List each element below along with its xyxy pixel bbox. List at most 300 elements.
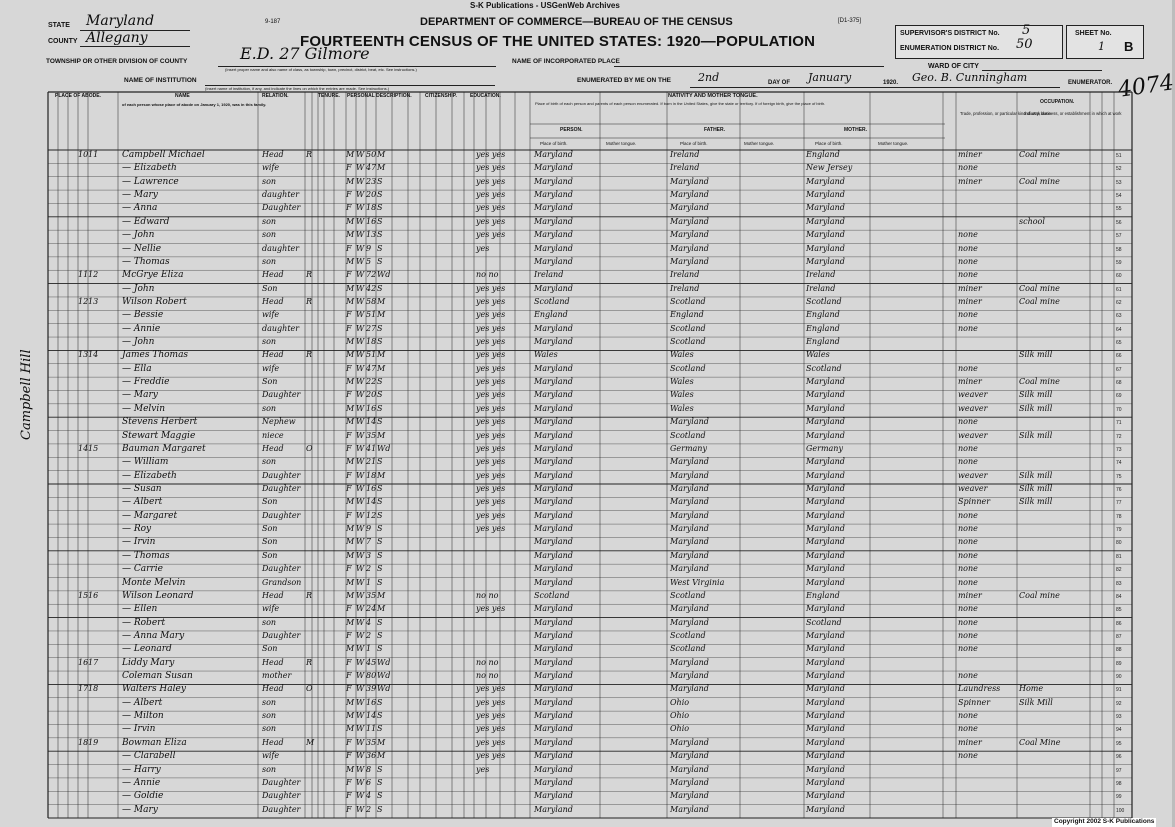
marital-status: M bbox=[377, 604, 386, 614]
father-birthplace: Maryland bbox=[670, 417, 709, 427]
group-citizenship: CITIZENSHIP. bbox=[425, 93, 457, 99]
mother-birthplace: England bbox=[806, 323, 840, 333]
relation: Grandson bbox=[262, 577, 302, 587]
race: W bbox=[356, 737, 365, 747]
line-number: 84 bbox=[1116, 593, 1122, 600]
mother-birthplace: Maryland bbox=[806, 657, 845, 667]
sex: M bbox=[346, 644, 355, 654]
person-name: — Freddie bbox=[122, 377, 170, 388]
group-occupation: OCCUPATION. bbox=[1040, 99, 1075, 105]
industry: Coal mine bbox=[1019, 296, 1060, 306]
relation: Son bbox=[262, 283, 278, 293]
occupation: miner bbox=[958, 283, 982, 293]
line-number: 91 bbox=[1116, 687, 1122, 694]
sex: M bbox=[346, 497, 355, 507]
occupation: weaver bbox=[958, 403, 988, 413]
mother-birthplace: Maryland bbox=[806, 604, 845, 614]
age: 14 bbox=[366, 711, 377, 721]
sheet-no-value: 1 bbox=[1098, 40, 1105, 53]
father-birthplace: Maryland bbox=[670, 484, 709, 493]
father-birthplace: Ireland bbox=[670, 283, 700, 293]
age: 51 bbox=[366, 350, 377, 360]
mother-birthplace: Maryland bbox=[806, 510, 845, 520]
sex: F bbox=[346, 751, 352, 761]
education: yes bbox=[476, 243, 490, 253]
age: 4 bbox=[366, 791, 372, 801]
person-name: — Anna bbox=[122, 203, 158, 214]
father-birthplace: Maryland bbox=[670, 791, 709, 801]
sex: M bbox=[346, 617, 355, 627]
race: W bbox=[356, 216, 365, 226]
group-education: EDUCATION. bbox=[470, 93, 501, 99]
father-birthplace: Maryland bbox=[670, 190, 709, 200]
mother-birthplace: Maryland bbox=[806, 630, 845, 640]
marital-status: S bbox=[377, 176, 383, 186]
occupation: none bbox=[958, 163, 978, 173]
birthplace: Maryland bbox=[534, 203, 573, 213]
mother-birthplace: Maryland bbox=[806, 764, 845, 774]
education: no no bbox=[476, 657, 499, 667]
sex: F bbox=[346, 323, 352, 333]
sex: M bbox=[346, 417, 355, 427]
age: 1 bbox=[366, 577, 372, 587]
father-birthplace: Maryland bbox=[670, 684, 709, 694]
father-birthplace: Wales bbox=[670, 390, 694, 400]
line-number: 61 bbox=[1116, 286, 1122, 293]
relation: Head bbox=[262, 443, 284, 453]
line-number: 93 bbox=[1116, 714, 1122, 721]
age: 18 bbox=[366, 203, 377, 213]
mother-birthplace: Germany bbox=[806, 443, 843, 453]
person-name: — Leonard bbox=[122, 644, 172, 655]
relation: son bbox=[262, 176, 277, 186]
birthplace: Maryland bbox=[534, 644, 573, 654]
mother-birthplace: Maryland bbox=[806, 457, 845, 467]
mother-birthplace: Maryland bbox=[806, 203, 845, 213]
line-number: 52 bbox=[1116, 166, 1122, 173]
father-birthplace: Maryland bbox=[670, 176, 709, 186]
age: 35 bbox=[366, 430, 377, 440]
sex: M bbox=[346, 350, 355, 360]
sex: F bbox=[346, 484, 352, 493]
occupation: weaver bbox=[958, 484, 988, 493]
marital-status: Wd bbox=[377, 443, 391, 453]
mother-birthplace: Maryland bbox=[806, 711, 845, 721]
dwelling-number: 17 bbox=[78, 684, 89, 694]
education: yes yes bbox=[476, 176, 506, 186]
education: yes yes bbox=[476, 430, 506, 440]
marital-status: S bbox=[377, 617, 383, 627]
birthplace: Maryland bbox=[534, 337, 573, 347]
marital-status: Wd bbox=[377, 270, 391, 280]
line-number: 54 bbox=[1116, 193, 1122, 200]
person-name: James Thomas bbox=[122, 350, 189, 361]
mother-birthplace: Maryland bbox=[806, 804, 845, 814]
occupation: none bbox=[958, 644, 978, 654]
age: 7 bbox=[366, 537, 372, 547]
line-number: 81 bbox=[1116, 553, 1122, 560]
person-name: Bauman Margaret bbox=[122, 443, 206, 454]
race: W bbox=[356, 377, 365, 387]
occupation: miner bbox=[958, 590, 982, 600]
father-birthplace: Scotland bbox=[670, 337, 706, 347]
marital-status: S bbox=[377, 457, 383, 467]
person-name: — Elizabeth bbox=[122, 470, 177, 481]
person-name: Liddy Mary bbox=[122, 657, 175, 668]
tenure: O bbox=[306, 443, 313, 453]
race: W bbox=[356, 230, 365, 240]
marital-status: S bbox=[377, 403, 383, 413]
line-number: 97 bbox=[1116, 767, 1122, 774]
father-birthplace: Scotland bbox=[670, 296, 706, 306]
line-number: 75 bbox=[1116, 473, 1122, 480]
group-place-of-abode: PLACE OF ABODE. bbox=[55, 93, 101, 99]
line-number: 99 bbox=[1116, 794, 1122, 801]
person-name: — Goldie bbox=[122, 791, 164, 802]
col-mother-tongue-1: Mother tongue. bbox=[606, 141, 637, 146]
mother-birthplace: Maryland bbox=[806, 417, 845, 427]
person-name: — Clarabell bbox=[122, 751, 176, 762]
occupation: miner bbox=[958, 296, 982, 306]
occupation: none bbox=[958, 323, 978, 333]
relation: Daughter bbox=[262, 470, 301, 480]
industry: Coal Mine bbox=[1019, 737, 1061, 747]
sex: F bbox=[346, 190, 352, 200]
age: 18 bbox=[366, 470, 377, 480]
race: W bbox=[356, 550, 365, 560]
col-trade: Trade, profession, or particular kind of work done bbox=[960, 111, 1051, 116]
race: W bbox=[356, 363, 365, 373]
person-name: — Ella bbox=[122, 363, 152, 374]
race: W bbox=[356, 510, 365, 520]
person-name: — Mary bbox=[122, 390, 158, 401]
mother-birthplace: Maryland bbox=[806, 550, 845, 560]
education: yes yes bbox=[476, 390, 506, 400]
marital-status: M bbox=[377, 470, 386, 480]
family-number: 12 bbox=[88, 270, 99, 280]
person-name: Wilson Leonard bbox=[122, 590, 194, 601]
father-birthplace: Ohio bbox=[670, 724, 690, 734]
mother-birthplace: Maryland bbox=[806, 724, 845, 734]
birthplace: Maryland bbox=[534, 484, 573, 493]
stamp-number: 4074 bbox=[1116, 70, 1175, 103]
line-number: 72 bbox=[1116, 433, 1122, 440]
mother-birthplace: Maryland bbox=[806, 390, 845, 400]
sex: F bbox=[346, 310, 352, 320]
marital-status: S bbox=[377, 524, 383, 534]
occupation: Laundress bbox=[958, 684, 1001, 694]
occupation: weaver bbox=[958, 430, 988, 440]
group-name-desc: of each person whose place of abode on January 1, 1920, was in this family. bbox=[122, 102, 267, 107]
age: 22 bbox=[366, 377, 377, 387]
institution-note: (Insert name of institution, if any, and indicate the lines on which the entries are made. See instructions.) bbox=[205, 86, 390, 91]
race: W bbox=[356, 537, 365, 547]
line-number: 58 bbox=[1116, 246, 1122, 253]
enumeration-district-value: 50 bbox=[1016, 37, 1033, 52]
birthplace: Maryland bbox=[534, 390, 573, 400]
father-birthplace: Maryland bbox=[670, 751, 709, 761]
relation: Son bbox=[262, 524, 278, 534]
line-number: 55 bbox=[1116, 206, 1122, 213]
father-birthplace: Scotland bbox=[670, 590, 706, 600]
race: W bbox=[356, 724, 365, 734]
birthplace: Maryland bbox=[534, 377, 573, 387]
birthplace: Maryland bbox=[534, 163, 573, 173]
father-birthplace: Maryland bbox=[670, 604, 709, 614]
industry: Coal mine bbox=[1019, 176, 1060, 186]
page-title: FOURTEENTH CENSUS OF THE UNITED STATES: 1920—POPULATION bbox=[300, 33, 816, 50]
relation: Head bbox=[262, 657, 284, 667]
education: no no bbox=[476, 590, 499, 600]
dwelling-number: 14 bbox=[78, 443, 89, 453]
relation: Son bbox=[262, 644, 278, 654]
birthplace: Maryland bbox=[534, 697, 573, 707]
mother-birthplace: Maryland bbox=[806, 430, 845, 440]
education: no no bbox=[476, 270, 499, 280]
relation: wife bbox=[262, 751, 280, 761]
person-name: Bowman Eliza bbox=[122, 737, 187, 748]
person-name: — Lawrence bbox=[122, 176, 179, 187]
mother-birthplace: Wales bbox=[806, 350, 830, 360]
birthplace: Maryland bbox=[534, 403, 573, 413]
mother-birthplace: Maryland bbox=[806, 216, 845, 226]
age: 2 bbox=[366, 564, 372, 574]
birthplace: Maryland bbox=[534, 737, 573, 747]
occupation: none bbox=[958, 711, 978, 721]
family-number: 11 bbox=[88, 150, 99, 159]
person-name: — Susan bbox=[122, 484, 162, 494]
enumeration-district-label: ENUMERATION DISTRICT No. bbox=[900, 45, 1000, 52]
relation: son bbox=[262, 230, 277, 240]
marital-status: S bbox=[377, 230, 383, 240]
race: W bbox=[356, 457, 365, 467]
person-name: — Mary bbox=[122, 804, 158, 815]
relation: son bbox=[262, 724, 277, 734]
age: 16 bbox=[366, 216, 377, 226]
family-number: 19 bbox=[88, 737, 99, 747]
marital-status: S bbox=[377, 203, 383, 213]
age: 6 bbox=[366, 777, 372, 787]
relation: Head bbox=[262, 737, 284, 747]
occupation: miner bbox=[958, 176, 982, 186]
industry: Coal mine bbox=[1019, 590, 1060, 600]
birthplace: Maryland bbox=[534, 283, 573, 293]
line-number: 60 bbox=[1116, 273, 1122, 280]
relation: Son bbox=[262, 537, 278, 547]
mother-birthplace: Maryland bbox=[806, 243, 845, 253]
line-number: 78 bbox=[1116, 513, 1122, 520]
relation: son bbox=[262, 711, 277, 721]
father-birthplace: Ohio bbox=[670, 711, 690, 721]
race: W bbox=[356, 283, 365, 293]
age: 72 bbox=[366, 270, 377, 280]
age: 8 bbox=[366, 764, 372, 774]
father-birthplace: Maryland bbox=[670, 550, 709, 560]
mother-birthplace: Maryland bbox=[806, 737, 845, 747]
marital-status: M bbox=[377, 296, 386, 306]
line-number: 57 bbox=[1116, 233, 1122, 240]
marital-status: S bbox=[377, 537, 383, 547]
birthplace: Maryland bbox=[534, 150, 573, 159]
occupation: none bbox=[958, 564, 978, 574]
person-name: — Irvin bbox=[122, 537, 156, 548]
dwelling-number: 18 bbox=[78, 737, 89, 747]
marital-status: Wd bbox=[377, 671, 391, 681]
line-number: 76 bbox=[1116, 487, 1122, 493]
relation: son bbox=[262, 216, 277, 226]
person-name: — Irvin bbox=[122, 724, 156, 735]
race: W bbox=[356, 524, 365, 534]
occupation: none bbox=[958, 630, 978, 640]
father-birthplace: West Virginia bbox=[670, 577, 725, 587]
birthplace: Maryland bbox=[534, 604, 573, 614]
father-birthplace: Maryland bbox=[670, 537, 709, 547]
line-number: 83 bbox=[1116, 580, 1122, 587]
birthplace: Maryland bbox=[534, 216, 573, 226]
relation: son bbox=[262, 617, 277, 627]
person-name: — Annie bbox=[122, 777, 161, 788]
mother-birthplace: Maryland bbox=[806, 537, 845, 547]
occupation: none bbox=[958, 617, 978, 627]
education: yes yes bbox=[476, 377, 506, 387]
line-number: 96 bbox=[1116, 754, 1122, 761]
race: W bbox=[356, 296, 365, 306]
ward-label: WARD OF CITY bbox=[928, 63, 979, 70]
occupation: none bbox=[958, 243, 978, 253]
line-number: 69 bbox=[1116, 393, 1122, 400]
father-birthplace: Scotland bbox=[670, 363, 706, 373]
education: yes yes bbox=[476, 697, 506, 707]
father-birthplace: Maryland bbox=[670, 243, 709, 253]
birthplace: Maryland bbox=[534, 230, 573, 240]
age: 47 bbox=[366, 363, 377, 373]
occupation: none bbox=[958, 443, 978, 453]
dwelling-number: 16 bbox=[78, 657, 89, 667]
race: W bbox=[356, 163, 365, 173]
line-number: 80 bbox=[1116, 540, 1122, 547]
marital-status: S bbox=[377, 791, 383, 801]
person-name: — Thomas bbox=[122, 550, 170, 561]
group-relation: RELATION. bbox=[262, 93, 289, 99]
relation: son bbox=[262, 697, 277, 707]
mother-birthplace: Maryland bbox=[806, 484, 845, 493]
person-name: — Ellen bbox=[122, 604, 158, 615]
education: yes yes bbox=[476, 484, 506, 493]
group-person: PERSON. bbox=[560, 127, 583, 133]
sex: F bbox=[346, 203, 352, 213]
education: yes yes bbox=[476, 417, 506, 427]
birthplace: Maryland bbox=[534, 243, 573, 253]
marital-status: M bbox=[377, 737, 386, 747]
race: W bbox=[356, 270, 365, 280]
relation: Daughter bbox=[262, 390, 301, 400]
line-number: 66 bbox=[1116, 353, 1122, 360]
line-number: 56 bbox=[1116, 219, 1122, 226]
race: W bbox=[356, 711, 365, 721]
person-name: — Anna Mary bbox=[122, 630, 185, 641]
education: yes yes bbox=[476, 604, 506, 614]
marital-status: S bbox=[377, 764, 383, 774]
line-number: 86 bbox=[1116, 620, 1122, 627]
family-number: 14 bbox=[88, 350, 99, 360]
publisher-banner: S-K Publications - USGenWeb Archives bbox=[470, 1, 620, 10]
person-name: Campbell Michael bbox=[122, 150, 205, 160]
mother-birthplace: England bbox=[806, 590, 840, 600]
marital-status: S bbox=[377, 804, 383, 814]
person-name: Stewart Maggie bbox=[122, 430, 196, 441]
dwelling-number: 12 bbox=[78, 296, 89, 306]
industry: Coal mine bbox=[1019, 377, 1060, 387]
father-birthplace: Maryland bbox=[670, 777, 709, 787]
race: W bbox=[356, 243, 365, 253]
form-code: [D1-375] bbox=[838, 18, 862, 24]
industry: Coal mine bbox=[1019, 150, 1060, 159]
age: 21 bbox=[366, 457, 377, 467]
sex: M bbox=[346, 764, 355, 774]
supervisor-district-label: SUPERVISOR'S DISTRICT No. bbox=[900, 30, 1000, 37]
col-place-of-birth-3: Place of birth. bbox=[815, 141, 843, 146]
line-number: 65 bbox=[1116, 340, 1122, 347]
sex: M bbox=[346, 537, 355, 547]
age: 45 bbox=[366, 657, 377, 667]
marital-status: M bbox=[377, 150, 386, 159]
occupation: none bbox=[958, 537, 978, 547]
mother-birthplace: Maryland bbox=[806, 564, 845, 574]
group-personal: PERSONAL DESCRIPTION. bbox=[347, 93, 412, 99]
marital-status: S bbox=[377, 497, 383, 507]
line-number: 59 bbox=[1116, 259, 1122, 266]
race: W bbox=[356, 256, 365, 266]
line-number: 74 bbox=[1116, 460, 1122, 467]
mother-birthplace: England bbox=[806, 337, 840, 347]
sex: M bbox=[346, 337, 355, 347]
birthplace: Maryland bbox=[534, 524, 573, 534]
education: yes yes bbox=[476, 510, 506, 520]
relation: niece bbox=[262, 430, 284, 440]
education: yes yes bbox=[476, 163, 506, 173]
father-birthplace: Ireland bbox=[670, 150, 700, 159]
birthplace: Maryland bbox=[534, 430, 573, 440]
race: W bbox=[356, 176, 365, 186]
group-tenure: TENURE. bbox=[318, 93, 340, 99]
race: W bbox=[356, 350, 365, 360]
group-name: NAME bbox=[175, 93, 190, 99]
age: 23 bbox=[366, 176, 377, 186]
mother-birthplace: Maryland bbox=[806, 577, 845, 587]
col-place-of-birth-1: Place of birth. bbox=[540, 141, 568, 146]
mother-birthplace: Ireland bbox=[806, 270, 836, 280]
occupation: Spinner bbox=[958, 497, 991, 507]
line-number: 95 bbox=[1116, 740, 1122, 747]
age: 35 bbox=[366, 590, 377, 600]
marital-status: S bbox=[377, 190, 383, 200]
birthplace: Maryland bbox=[534, 457, 573, 467]
father-birthplace: Maryland bbox=[670, 457, 709, 467]
mother-birthplace: Scotland bbox=[806, 363, 842, 373]
sex: F bbox=[346, 684, 352, 694]
mother-birthplace: Maryland bbox=[806, 256, 845, 266]
marital-status: S bbox=[377, 337, 383, 347]
birthplace: England bbox=[534, 310, 568, 320]
father-birthplace: Scotland bbox=[670, 323, 706, 333]
line-number: 68 bbox=[1116, 380, 1122, 387]
marital-status: S bbox=[377, 417, 383, 427]
age: 2 bbox=[366, 630, 372, 640]
birthplace: Maryland bbox=[534, 751, 573, 761]
supervisor-district-value: 5 bbox=[1022, 23, 1031, 38]
person-name: — William bbox=[122, 457, 169, 468]
group-nativity: NATIVITY AND MOTHER TONGUE. bbox=[668, 93, 758, 99]
